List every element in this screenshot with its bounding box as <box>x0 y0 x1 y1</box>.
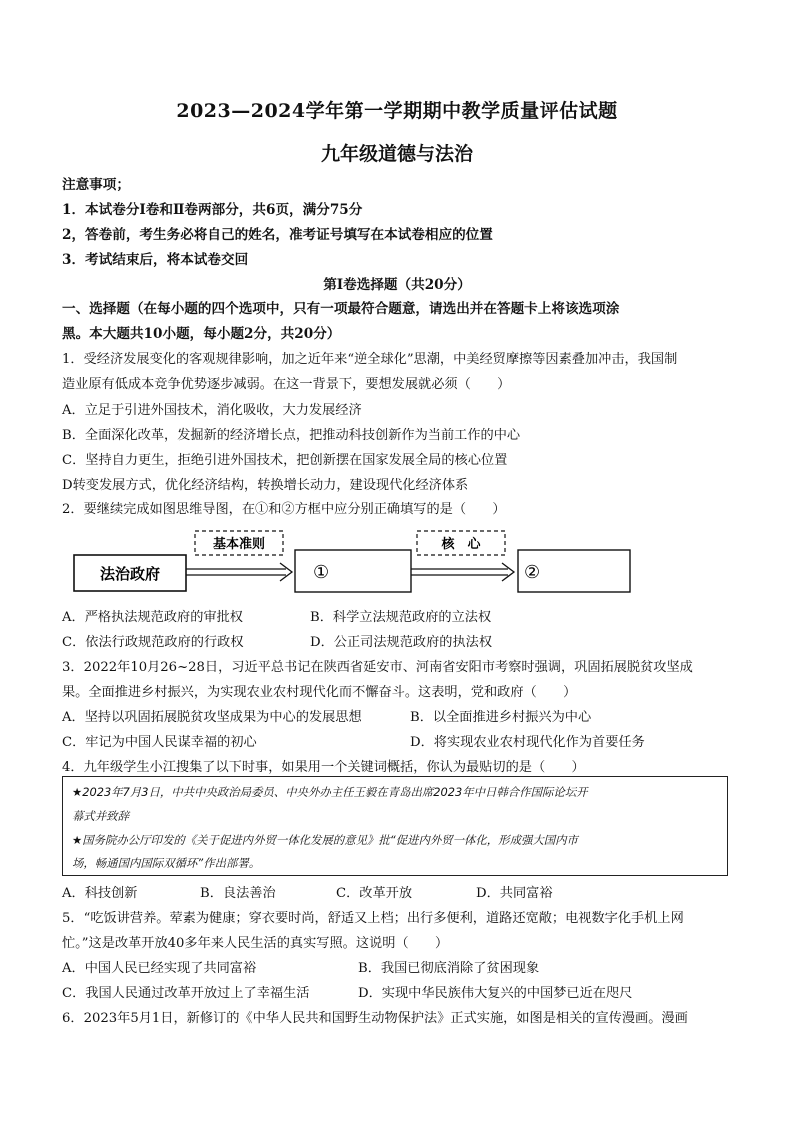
q3-stem-line2: 果。全面推进乡村振兴，为实现农业农村现代化而不懈奋斗。这表明，党和政府（ ） <box>62 685 577 700</box>
q1-option-b: B．全面深化改革，发掘新的经济增长点，把推动科技创新作为当前工作的中心 <box>62 428 521 443</box>
q1-option-d: D转变发展方式，优化经济结构，转换增长动力，建设现代化经济体系 <box>62 478 469 493</box>
q3-stem-line1: 3．2022年10月26~28日，习近平总书记在陕西省延安市、河南省安阳市考察时强调，巩固拓展脱贫攻坚成 <box>62 660 693 675</box>
q2-option-c: C．依法行政规范政府的行政权 <box>62 635 244 650</box>
diagram-box2-text: ② <box>524 562 541 583</box>
exam-title: 2023—2024学年第一学期期中教学质量评估试题 <box>176 100 618 122</box>
note-item-2: 2，答卷前，考生务必将自己的姓名，准考证号填写在本试卷相应的位置 <box>62 227 493 243</box>
q3-option-d: D．将实现农业农村现代化作为首要任务 <box>410 735 645 750</box>
section-title: 第Ⅰ卷选择题（共20分） <box>323 277 471 293</box>
note-item-3: 3．考试结束后，将本试卷交回 <box>62 252 249 268</box>
q4-news-line2: 幕式并致辞 <box>72 809 129 823</box>
diagram-arrow1-head <box>280 563 292 581</box>
q2-option-a: A．严格执法规范政府的审批权 <box>62 610 243 625</box>
diagram-label2-text: 核 心 <box>441 537 481 552</box>
q5-stem-line2: 忙。”这是改革开放40多年来人民生活的真实写照。这说明（ ） <box>62 936 449 951</box>
q5-option-c: C．我国人民通过改革开放过上了幸福生活 <box>62 986 310 1001</box>
q6-stem: 6．2023年5月1日，新修订的《中华人民共和国野生动物保护法》正式实施，如图是相关的宣传漫画。漫画 <box>62 1011 688 1026</box>
q2-option-d: D．公正司法规范政府的执法权 <box>310 635 493 650</box>
q1-option-a: A．立足于引进外国技术，消化吸收，大力发展经济 <box>62 403 362 418</box>
notes-heading: 注意事项； <box>62 177 130 193</box>
q4-stem: 4．九年级学生小江搜集了以下时事，如果用一个关键词概括，你认为最贴切的是（ ） <box>62 760 585 775</box>
q4-news-line4: 场，畅通国内国际双循环”作出部署。 <box>72 856 261 870</box>
q3-option-a: A．坚持以巩固拓展脱贫攻坚成果为中心的发展思想 <box>62 710 362 725</box>
q4-news-box <box>62 776 728 876</box>
q4-option-b: B．良法善治 <box>200 886 276 901</box>
q4-news-line3: ★国务院办公厅印发的《关于促进内外贸一体化发展的意见》批“促进内外贸一体化，形成强大国内市 <box>72 833 578 847</box>
exam-subject: 九年级道德与法治 <box>320 143 473 165</box>
q4-option-a: A．科技创新 <box>62 886 138 901</box>
q2-option-b: B．科学立法规范政府的立法权 <box>310 610 492 625</box>
section-instruction-line2: 黑。本大题共10小题，每小题2分，共20分） <box>62 326 341 342</box>
q1-stem-line1: 1．受经济发展变化的客观规律影响，加之近年来“逆全球化”思潮，中美经贸摩擦等因素叠加冲击，我国制 <box>62 352 678 367</box>
q5-stem-line1: 5．“吃饭讲营养。荤素为健康；穿衣要时尚，舒适又上档；出行多便利，道路还宽敞；电视数字化手机上网 <box>62 911 684 926</box>
q4-option-d: D．共同富裕 <box>476 886 553 901</box>
diagram-start-text: 法治政府 <box>99 565 161 583</box>
q4-news-line1: ★2023年7月3日，中共中央政治局委员、中央外办主任王毅在青岛出席2023年中日韩合作国际论坛开 <box>72 785 588 799</box>
q5-option-a: A．中国人民已经实现了共同富裕 <box>62 961 257 976</box>
q1-option-c: C．坚持自力更生，拒绝引进外国技术，把创新摆在国家发展全局的核心位置 <box>62 453 508 468</box>
note-item-1: 1．本试卷分Ⅰ卷和Ⅱ卷两部分，共6页，满分75分 <box>62 202 363 218</box>
q4-option-c: C．改革开放 <box>336 886 413 901</box>
diagram-arrow2-head <box>502 563 514 581</box>
q3-option-b: B．以全面推进乡村振兴为中心 <box>410 710 592 725</box>
q3-option-c: C．牢记为中国人民谋幸福的初心 <box>62 735 257 750</box>
mind-map-diagram <box>0 525 794 605</box>
q5-option-d: D．实现中华民族伟大复兴的中国梦已近在咫尺 <box>358 986 633 1001</box>
q2-stem: 2．要继续完成如图思维导图，在①和②方框中应分别正确填写的是（ ） <box>62 502 506 517</box>
section-instruction-line1: 一、选择题（在每小题的四个选项中，只有一项最符合题意，请选出并在答题卡上将该选项涂 <box>62 301 620 317</box>
diagram-box1-text: ① <box>313 562 330 583</box>
q5-option-b: B．我国已彻底消除了贫困现象 <box>358 961 540 976</box>
diagram-label1-text: 基本准则 <box>212 537 266 552</box>
q1-stem-line2: 造业原有低成本竞争优势逐步减弱。在这一背景下，要想发展就必须（ ） <box>62 377 511 392</box>
